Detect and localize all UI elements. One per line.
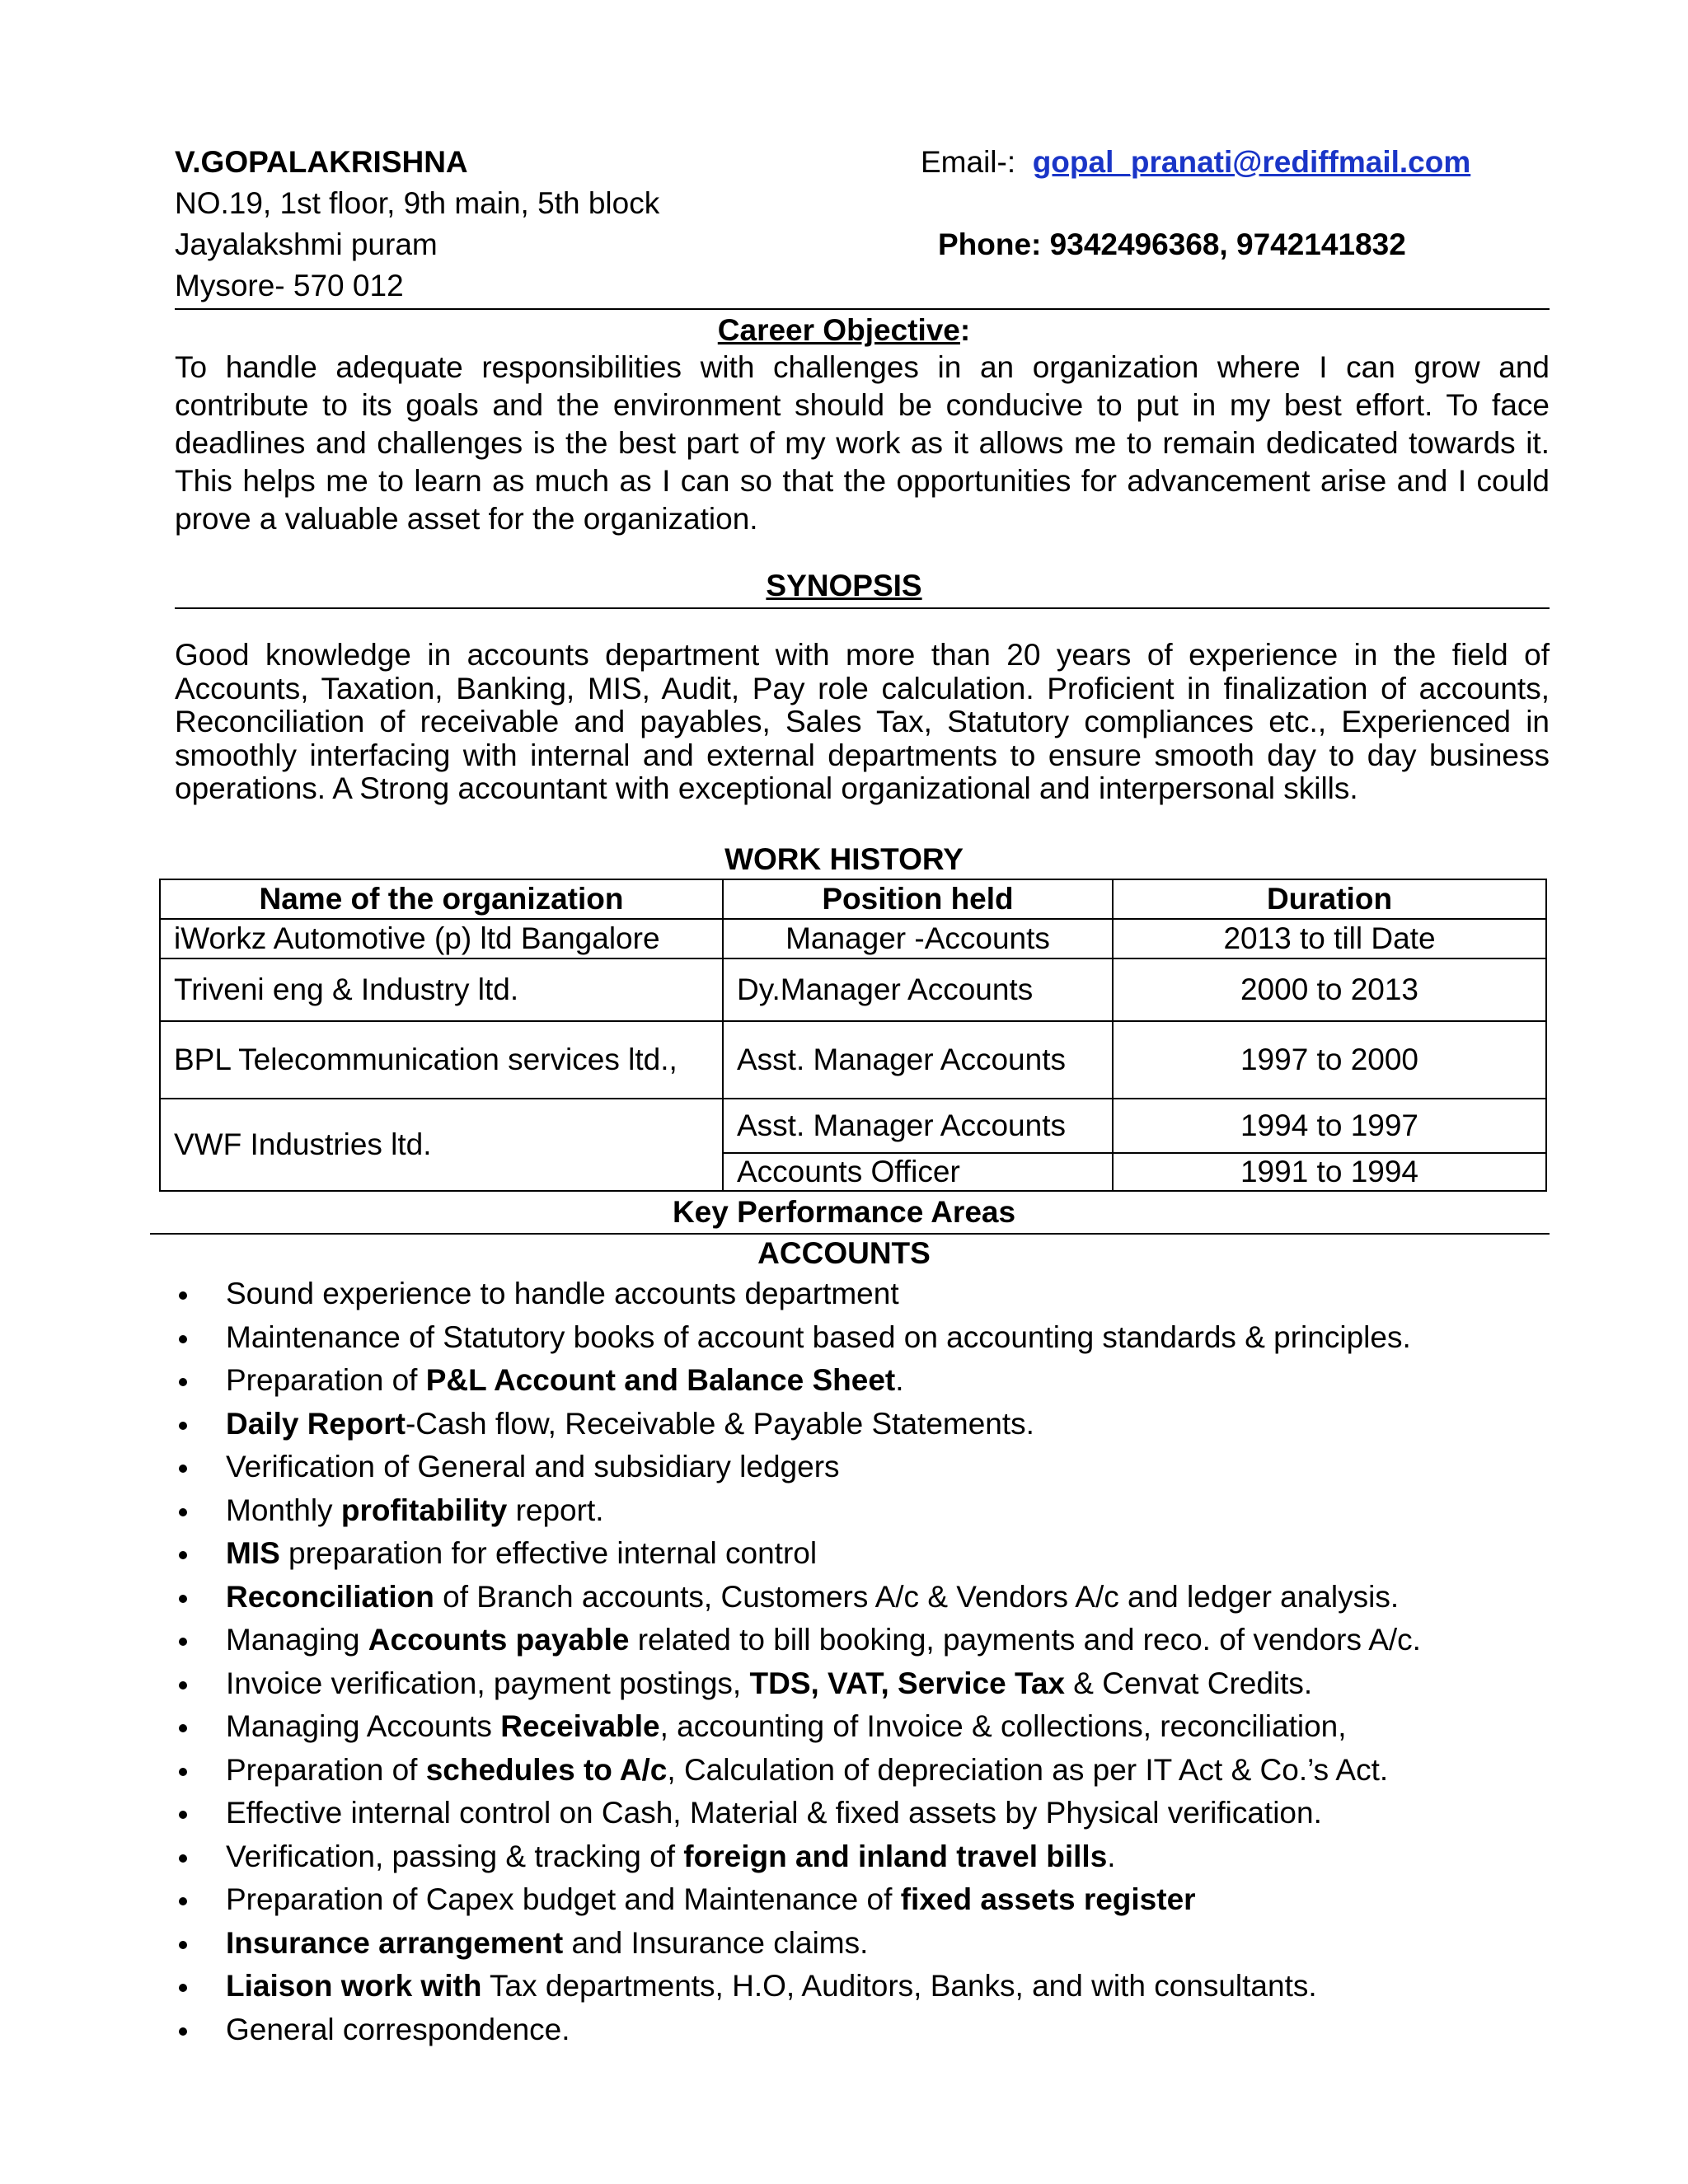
list-item bbox=[175, 1662, 1421, 1706]
item-text: . bbox=[895, 1363, 904, 1397]
list-item bbox=[175, 1965, 1421, 2008]
address-line-3: Mysore- 570 012 bbox=[175, 269, 404, 302]
org-cell: BPL Telecommunication services ltd., bbox=[160, 1021, 723, 1099]
position-cell: Dy.Manager Accounts bbox=[723, 958, 1113, 1021]
candidate-name: V.GOPALAKRISHNA bbox=[175, 145, 468, 179]
item-text: , Calculation of depreciation as per IT Act & Co.’s Act. bbox=[667, 1752, 1389, 1787]
item-text: of Branch accounts, Customers A/c & Vendors A/c and ledger analysis. bbox=[434, 1579, 1400, 1614]
item-bold-text: TDS, VAT, Service Tax bbox=[749, 1666, 1065, 1700]
list-item bbox=[175, 1922, 1421, 1966]
list-item bbox=[175, 1878, 1421, 1922]
item-text: preparation for effective internal control bbox=[279, 1536, 818, 1570]
list-item bbox=[175, 1705, 1421, 1749]
list-item bbox=[175, 1316, 1421, 1360]
career-objective-title: Career Objective bbox=[717, 313, 960, 347]
item-text: Effective internal control on Cash, Material & fixed assets by Physical verification. bbox=[226, 1796, 1322, 1830]
list-item bbox=[175, 1532, 1421, 1576]
synopsis-text: Good knowledge in accounts department with more than 20 years of experience in the field of Accounts, Taxation, Banking, MIS, Audit, Pay role calculation. Proficient in finalization of accounts, Reconciliation of receivable and payables, Sales Tax, Statutory compliances etc., Experienced in smoothly interfacing with internal and external departments to ensure smooth day to day business operations. A Strong accountant with exceptional organizational and interpersonal skills. bbox=[175, 638, 1550, 805]
item-bold-text: schedules to A/c bbox=[425, 1752, 668, 1787]
table-row bbox=[160, 919, 1546, 958]
list-item bbox=[175, 2008, 1421, 2052]
item-bold-text: Receivable bbox=[500, 1709, 660, 1743]
duration-cell: 2000 to 2013 bbox=[1113, 958, 1546, 1021]
item-bold-text: MIS bbox=[226, 1536, 280, 1570]
item-text: Managing Accounts bbox=[226, 1709, 501, 1743]
item-text: Monthly bbox=[226, 1493, 341, 1527]
item-text: report. bbox=[507, 1493, 604, 1527]
position-cell: Accounts Officer bbox=[723, 1153, 1113, 1191]
work-history-table bbox=[159, 879, 1547, 1192]
item-text: -Cash flow, Receivable & Payable Statements. bbox=[405, 1406, 1034, 1441]
item-text: Verification of General and subsidiary ledgers bbox=[226, 1450, 840, 1483]
item-text: & Cenvat Credits. bbox=[1064, 1666, 1313, 1700]
item-text: Preparation of Capex budget and Maintenance of bbox=[226, 1882, 901, 1916]
list-item bbox=[175, 1359, 1421, 1403]
career-objective-text: To handle adequate responsibilities with challenges in an organization where I can grow and contribute to its goals and the environment should be conducive to put in my best effort. To face deadlines and challenges is the best part of my work as it allows me to remain dedicated towards it. This helps me to learn as much as I can so that the opportunities for advancement arise and I could prove a valuable asset for the organization. bbox=[175, 350, 1550, 536]
item-bold-text: Insurance arrangement bbox=[226, 1925, 564, 1960]
item-bold-text: profitability bbox=[340, 1493, 508, 1527]
org-cell: Triveni eng & Industry ltd. bbox=[160, 958, 723, 1021]
table-row bbox=[160, 1021, 1546, 1099]
item-text: Invoice verification, payment postings, bbox=[226, 1666, 750, 1700]
item-text: Verification, passing & tracking of bbox=[226, 1839, 684, 1873]
item-bold-text: Reconciliation bbox=[226, 1579, 434, 1614]
kpa-heading: Key Performance Areas bbox=[672, 1195, 1016, 1229]
item-text: and Insurance claims. bbox=[563, 1925, 869, 1960]
list-item bbox=[175, 1489, 1421, 1533]
item-text: Sound experience to handle accounts department bbox=[226, 1277, 899, 1310]
position-cell: Manager -Accounts bbox=[723, 919, 1113, 958]
kpa-list bbox=[175, 1272, 1421, 2051]
address-line-2: Jayalakshmi puram bbox=[175, 227, 438, 261]
list-item bbox=[175, 1272, 1421, 1316]
item-bold-text: Liaison work with bbox=[226, 1969, 482, 2003]
org-cell: iWorkz Automotive (p) ltd Bangalore bbox=[160, 919, 723, 958]
phone-numbers: Phone: 9342496368, 9742141832 bbox=[938, 227, 1406, 261]
career-objective-colon: : bbox=[959, 313, 971, 347]
table-row bbox=[160, 958, 1546, 1021]
item-text: Preparation of bbox=[226, 1363, 426, 1397]
list-item bbox=[175, 1446, 1421, 1489]
email-line bbox=[921, 142, 1470, 183]
column-header: Name of the organization bbox=[160, 879, 723, 919]
item-text: General correspondence. bbox=[226, 2012, 570, 2046]
item-bold-text: Accounts payable bbox=[368, 1623, 630, 1657]
item-text: related to bill booking, payments and reco. of vendors A/c. bbox=[629, 1623, 1421, 1657]
list-item bbox=[175, 1835, 1421, 1879]
item-text: , accounting of Invoice & collections, reconciliation, bbox=[659, 1709, 1347, 1743]
duration-cell: 1997 to 2000 bbox=[1113, 1021, 1546, 1099]
synopsis-heading: SYNOPSIS bbox=[766, 569, 922, 602]
list-item bbox=[175, 1576, 1421, 1619]
item-text: Preparation of bbox=[226, 1752, 426, 1787]
item-text: Tax departments, H.O, Auditors, Banks, and with consultants. bbox=[481, 1969, 1317, 2003]
item-bold-text: fixed assets register bbox=[900, 1882, 1196, 1916]
career-objective-heading bbox=[0, 310, 1688, 351]
column-header: Duration bbox=[1113, 879, 1546, 919]
table-header-row bbox=[160, 879, 1546, 919]
position-cell: Asst. Manager Accounts bbox=[723, 1099, 1113, 1153]
item-text: Managing bbox=[226, 1623, 368, 1657]
email-label: Email-: bbox=[921, 145, 1016, 179]
item-bold-text: foreign and inland travel bills bbox=[683, 1839, 1108, 1873]
list-item bbox=[175, 1792, 1421, 1835]
item-bold-text: P&L Account and Balance Sheet bbox=[425, 1363, 896, 1397]
work-history-heading: WORK HISTORY bbox=[724, 842, 964, 876]
duration-cell: 2013 to till Date bbox=[1113, 919, 1546, 958]
duration-cell: 1991 to 1994 bbox=[1113, 1153, 1546, 1191]
org-cell: VWF Industries ltd. bbox=[160, 1099, 723, 1191]
duration-cell: 1994 to 1997 bbox=[1113, 1099, 1546, 1153]
item-bold-text: Daily Report bbox=[226, 1406, 406, 1441]
item-text: . bbox=[1107, 1839, 1116, 1873]
email-link[interactable]: gopal_pranati@rediffmail.com bbox=[1032, 145, 1471, 179]
list-item bbox=[175, 1749, 1421, 1793]
table-row bbox=[160, 1099, 1546, 1153]
list-item bbox=[175, 1619, 1421, 1662]
accounts-subheading: ACCOUNTS bbox=[757, 1236, 931, 1270]
item-text: Maintenance of Statutory books of account based on accounting standards & principles. bbox=[226, 1319, 1411, 1354]
list-item bbox=[175, 1403, 1421, 1446]
column-header: Position held bbox=[723, 879, 1113, 919]
divider bbox=[175, 607, 1550, 609]
position-cell: Asst. Manager Accounts bbox=[723, 1021, 1113, 1099]
address-line-1: NO.19, 1st floor, 9th main, 5th block bbox=[175, 186, 660, 220]
